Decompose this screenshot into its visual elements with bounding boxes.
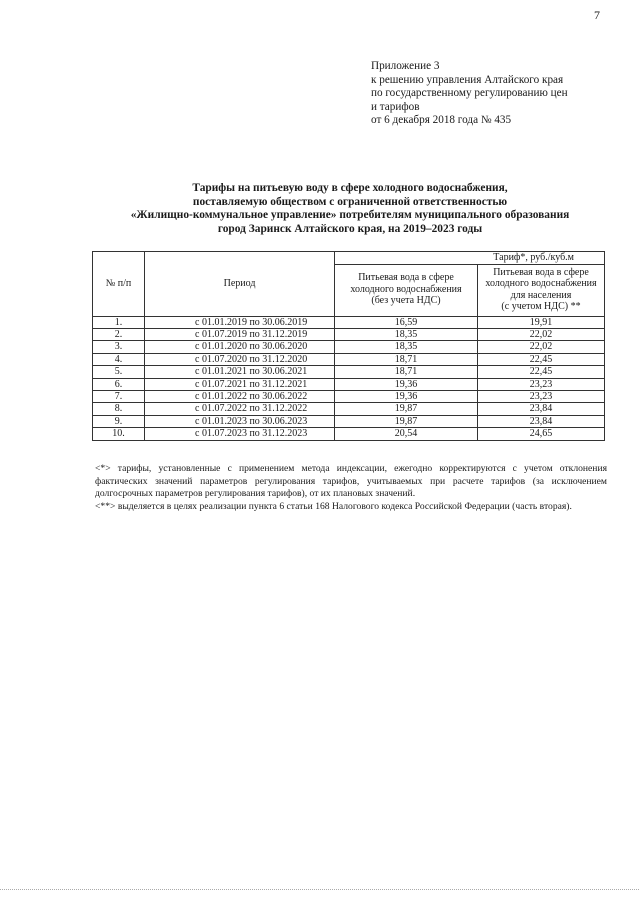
title-line: поставляемую обществом с ограниченной ответственностью	[192, 195, 508, 208]
appendix-line: по государственному регулированию цен	[371, 87, 568, 99]
header-col2-line: (с учетом НДС) **	[501, 301, 581, 312]
row-number: 1.	[93, 316, 145, 328]
header-col1-line: (без учета НДС)	[371, 295, 441, 307]
row-value-no-vat: 19,87	[335, 403, 478, 415]
row-value-no-vat: 16,59	[335, 316, 478, 328]
footnote-1: <*> тарифы, установленные с применением метода индексации, ежегодно корректируются с учетом отклонения фактических значений параметров регулирования тарифов, учитываемых при расчете тарифов (за исключением долгосрочных параметров регулирования тарифов), от их плановых значений.	[95, 463, 607, 500]
row-number: 4.	[93, 353, 145, 365]
table-row	[93, 353, 605, 365]
row-number: 7.	[93, 390, 145, 402]
row-value-with-vat: 23,84	[478, 415, 605, 427]
row-number: 2.	[93, 328, 145, 340]
row-period: с 01.01.2021 по 30.06.2021	[145, 366, 335, 378]
row-value-with-vat: 24,65	[478, 428, 605, 440]
row-period: с 01.07.2022 по 31.12.2022	[145, 403, 335, 415]
row-number: 8.	[93, 403, 145, 415]
appendix-line: от 6 декабря 2018 года № 435	[371, 114, 512, 126]
appendix-line: к решению управления Алтайского края	[371, 73, 564, 86]
row-value-no-vat: 19,87	[335, 415, 478, 427]
header-col2-line: холодного водоснабжения	[485, 278, 597, 289]
document-title	[60, 182, 639, 236]
row-period: с 01.07.2020 по 31.12.2020	[145, 353, 335, 365]
appendix-block	[371, 60, 568, 128]
table-row	[93, 390, 605, 402]
title-line: «Жилищно-коммунальное управление» потребителям муниципального образования	[130, 209, 570, 222]
row-number: 3.	[93, 341, 145, 353]
row-value-with-vat: 22,45	[478, 366, 605, 378]
row-period: с 01.07.2019 по 31.12.2019	[145, 328, 335, 340]
row-number: 5.	[93, 366, 145, 378]
header-col2	[478, 264, 605, 316]
table-row	[93, 403, 605, 415]
tariff-table	[92, 251, 605, 441]
row-value-no-vat: 18,35	[335, 328, 478, 340]
table-row	[93, 428, 605, 440]
header-col1	[335, 264, 478, 316]
row-period: с 01.07.2021 по 31.12.2021	[145, 378, 335, 390]
title-line: город Заринск Алтайского края, на 2019–2023 годы	[217, 222, 483, 235]
title-line: Тарифы на питьевую воду в сфере холодного водоснабжения,	[192, 182, 508, 194]
header-tariff: Тариф*, руб./куб.м	[335, 252, 605, 265]
header-number: № п/п	[93, 252, 145, 317]
footnote-2: <**> выделяется в целях реализации пункта 6 статьи 168 Налогового кодекса Российской Федерации (часть вторая).	[95, 500, 572, 512]
row-value-no-vat: 19,36	[335, 378, 478, 390]
row-value-with-vat: 22,02	[478, 328, 605, 340]
table-row	[93, 328, 605, 340]
table-row	[93, 378, 605, 390]
row-value-no-vat: 20,54	[335, 428, 478, 440]
appendix-line: и тарифов	[371, 100, 420, 113]
appendix-line: Приложение 3	[371, 60, 440, 72]
row-value-no-vat: 18,71	[335, 353, 478, 365]
row-period: с 01.01.2019 по 30.06.2019	[145, 316, 335, 328]
row-value-with-vat: 23,84	[478, 403, 605, 415]
table-row	[93, 366, 605, 378]
row-number: 9.	[93, 415, 145, 427]
row-period: с 01.01.2022 по 30.06.2022	[145, 390, 335, 402]
row-period: с 01.01.2020 по 30.06.2020	[145, 341, 335, 353]
page-number: 7	[594, 8, 600, 22]
header-col2-line: для населения	[510, 289, 572, 301]
header-period: Период	[145, 252, 335, 317]
row-number: 10.	[93, 428, 145, 440]
row-value-with-vat: 22,02	[478, 341, 605, 353]
row-value-no-vat: 18,35	[335, 341, 478, 353]
row-value-with-vat: 22,45	[478, 353, 605, 365]
row-value-no-vat: 19,36	[335, 390, 478, 402]
row-period: с 01.01.2023 по 30.06.2023	[145, 415, 335, 427]
header-col2-line: Питьевая вода в сфере	[493, 266, 589, 278]
footnotes	[95, 463, 607, 513]
header-col1-line: холодного водоснабжения	[350, 283, 462, 295]
row-value-no-vat: 18,71	[335, 366, 478, 378]
table-row	[93, 415, 605, 427]
row-period: с 01.07.2023 по 31.12.2023	[145, 428, 335, 440]
footer-divider	[0, 889, 639, 890]
row-number: 6.	[93, 378, 145, 390]
row-value-with-vat: 19,91	[478, 316, 605, 328]
row-value-with-vat: 23,23	[478, 378, 605, 390]
table-row	[93, 316, 605, 328]
header-col1-line: Питьевая вода в сфере	[358, 272, 454, 284]
table-row	[93, 341, 605, 353]
row-value-with-vat: 23,23	[478, 390, 605, 402]
